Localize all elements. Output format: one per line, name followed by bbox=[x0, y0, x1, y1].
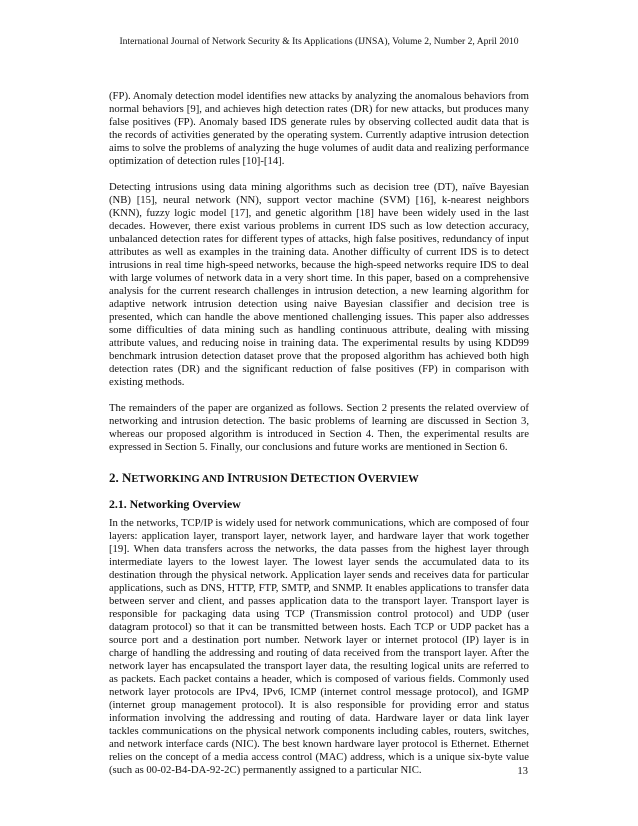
section-heading bbox=[109, 470, 529, 488]
paragraph-intro-2: Detecting intrusions using data mining algorithms such as decision tree (DT), naïve Bayesian (NB) [15], neural network (NN), support vector machine (SVM) [16], k-nearest neighbors (KNN), fuzzy logic model [17], and genetic algorithm [18] have been widely used in the last decades. However, there exist various problems in current IDS such as low detection accuracy, unbalanced detection rates for different types of attacks, high false positives, redundancy of input attributes as well as examples in the training data. Another difficulty of current IDS is to detect intrusions in real time high-speed networks, because the high-speed networks require IDS to deal with large volumes of network data in a very short time. In this paper, based on a comprehensive analysis for the current research challenges in intrusion detection, a new learning algorithm for adaptive network intrusion detection using naive Bayesian classifier and decision tree is presented, which can handle the above mentioned challenging issues. This paper also addresses some difficulties of data mining such as handling continuous attribute, dealing with missing attribute values, and reducing noise in training data. The experimental results by using KDD99 benchmark intrusion detection dataset prove that the proposed algorithm has achieved both high detection rates (DR) and the significant reduction of false positives (FP) in comparison with existing methods. bbox=[109, 181, 529, 388]
running-header: International Journal of Network Security & Its Applications (IJNSA), Volume 2, Number 2, April 2010 bbox=[119, 36, 519, 47]
section-heading-initial-4: O bbox=[357, 470, 368, 485]
subsection-heading: 2.1. Networking Overview bbox=[109, 497, 241, 511]
section-heading-initial-2: I bbox=[227, 470, 233, 485]
page-number: 13 bbox=[517, 765, 528, 777]
section-heading-rest-3: ETECTION bbox=[299, 474, 358, 485]
paragraph-networking-overview: In the networks, TCP/IP is widely used for network communications, which are composed of four layers: application layer, transport layer, network layer, and hardware layer that work together [19]. When data transfers across the networks, the data passes from the highest layer through intermediate layers to the lowest layer. The lowest layer sends the accumulated data to its destination through the physical network. Application layer sends and receives data for particular applications, such as DNS, HTTP, FTP, SMTP, and SNMP. It enables applications to transfer data between server and client, and passes application data to the transport layer. Transport layer is responsible for packaging data using TCP (Transmission control protocol) and UDP (user datagram protocol) so that it can be transmitted between hosts. Each TCP or UDP packet has a source port and a destination port number. Network layer or internet protocol (IP) layer is in charge of handling the addressing and routing of data received from the transport layer. After the network layer has encapsulated the transport layer data, the resulting logical units are referred to as packets. Each packet contains a header, which is composed of various fields. Commonly used network layer protocols are IPv4, IPv6, ICMP (internet control message protocol), and IGMP (internet group management protocol). It is also responsible for providing error and status information involving the addressing and routing of data. Hardware layer or data link layer tackles communications on the physical network components including cables, routers, switches, and network interface cards (NIC). The best known hardware layer protocol is Ethernet. Ethernet relies on the concept of a media access control (MAC) address, which is a unique six-byte value (such as 00-02-B4-DA-92-2C) permanently assigned to a particular NIC. bbox=[109, 517, 529, 776]
section-heading-rest-4: VERVIEW bbox=[367, 474, 419, 485]
section-heading-rest-2: NTRUSION bbox=[232, 474, 291, 485]
section-heading-initial-3: D bbox=[290, 470, 300, 485]
page-body bbox=[109, 90, 529, 790]
paragraph-intro-3: The remainders of the paper are organized as follows. Section 2 presents the related overview of networking and intrusion detection. The basic problems of learning are discussed in Section 3, whereas our proposed algorithm is introduced in Section 4. Then, the experimental results are expressed in Section 5. Finally, our conclusions and future works are mentioned in Section 6. bbox=[109, 402, 529, 453]
paragraph-intro-1: (FP). Anomaly detection model identifies new attacks by analyzing the anomalous behaviors from normal behaviors [9], and achieves high detection rates (DR) for new attacks, but produces many false positives (FP). Anomaly based IDS generate rules by observing collected audit data that is the records of activities generated by the operating system. Currently adaptive intrusion detection aims to solve the problems of analyzing the huge volumes of audit data and realizing performance optimization of detection rules [10]-[14]. bbox=[109, 90, 529, 167]
section-heading-initial-1: 2. N bbox=[109, 470, 132, 485]
section-heading-rest-1: ETWORKING AND bbox=[131, 474, 228, 485]
